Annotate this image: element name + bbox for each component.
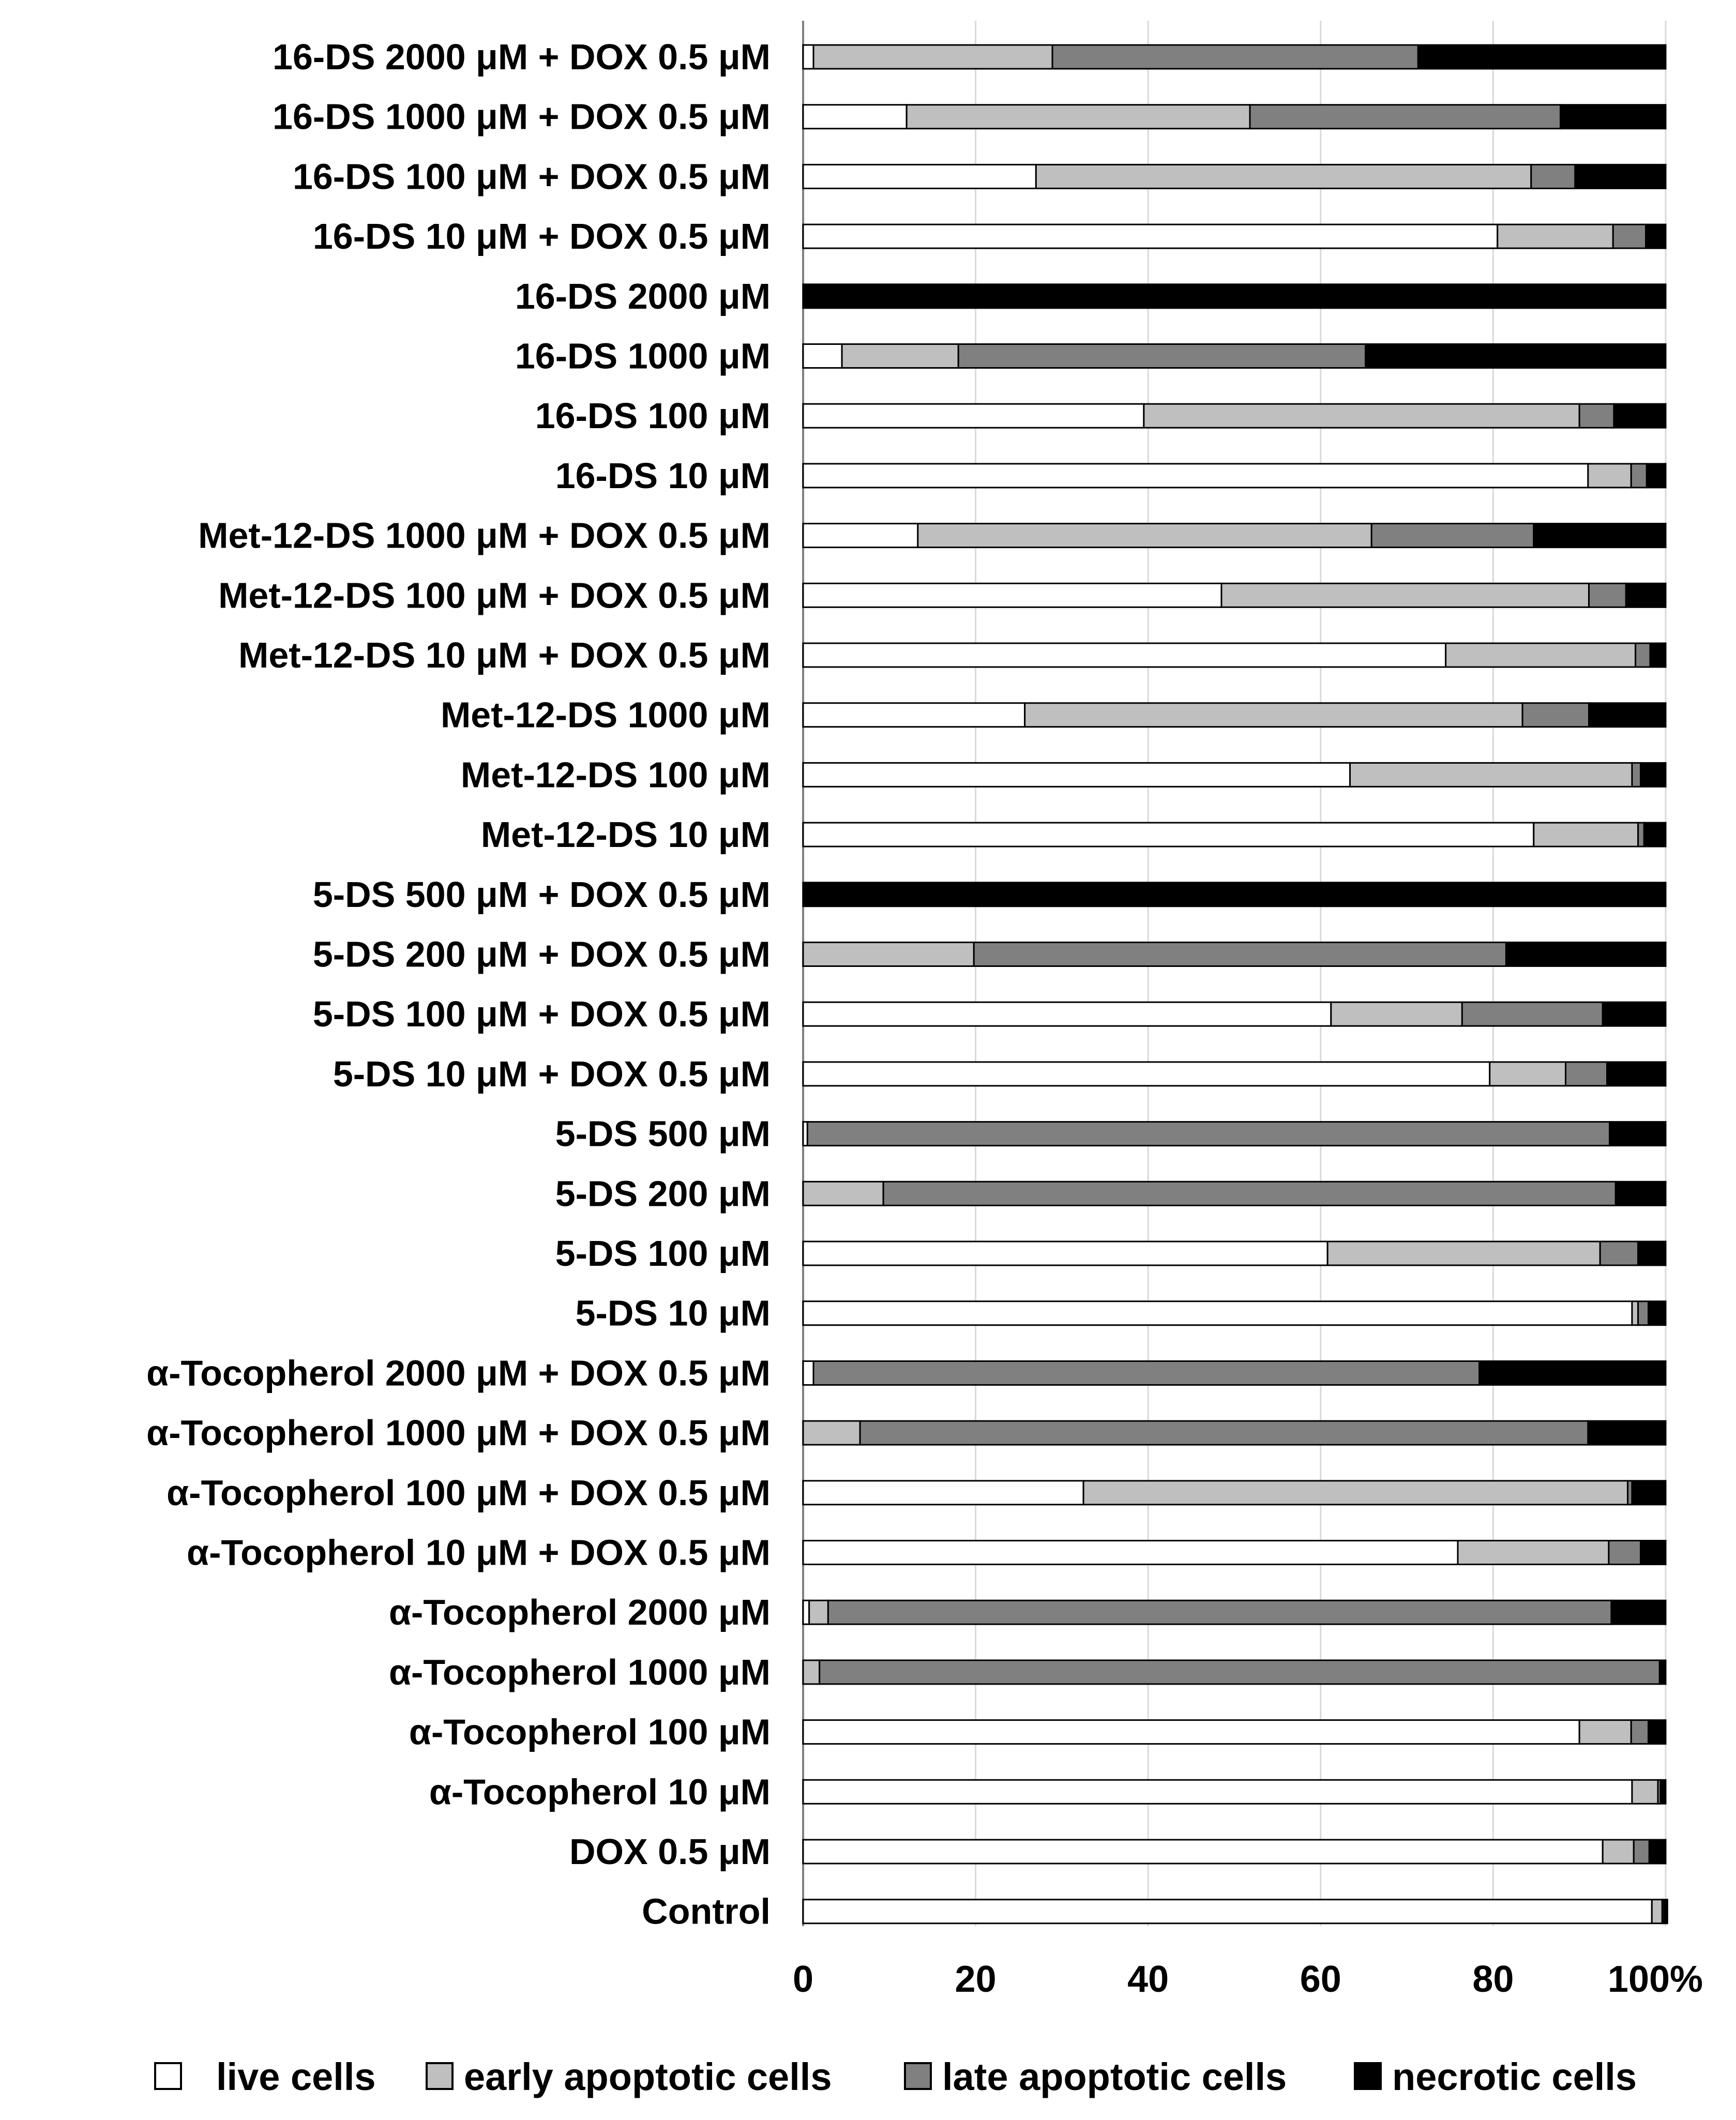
x-tick-label: 40	[1127, 1959, 1169, 2000]
bar-segment-necrotic-cells	[1616, 1182, 1666, 1205]
bar-segment-necrotic-cells	[1561, 105, 1666, 129]
bar-segment-live-cells	[803, 1062, 1490, 1086]
bar-segment-necrotic-cells	[1603, 1002, 1666, 1026]
category-label: α-Tocopherol 2000 μM	[388, 1592, 771, 1633]
x-tick-label: 100%	[1607, 1959, 1703, 2000]
bar-segment-live-cells	[803, 404, 1144, 428]
x-tick-label: 80	[1472, 1959, 1514, 2000]
bar-segment-early-apoptotic-cells	[1498, 224, 1613, 248]
bar-segment-necrotic-cells	[1650, 643, 1666, 667]
bar-segment-late-apoptotic-cells	[1638, 1301, 1649, 1325]
bar-segment-necrotic-cells	[1638, 1241, 1666, 1265]
bar-segment-early-apoptotic-cells	[1025, 703, 1522, 727]
bar-segment-early-apoptotic-cells	[1632, 1301, 1638, 1325]
bar-segment-early-apoptotic-cells	[1083, 1481, 1628, 1505]
bar-segment-late-apoptotic-cells	[813, 1361, 1480, 1385]
bar-segment-early-apoptotic-cells	[1350, 763, 1632, 786]
bar-segment-late-apoptotic-cells	[1371, 524, 1534, 548]
bar-segment-late-apoptotic-cells	[1613, 224, 1646, 248]
bar-segment-necrotic-cells	[1607, 1062, 1666, 1086]
bar-segment-late-apoptotic-cells	[1636, 643, 1650, 667]
bar-segment-late-apoptotic-cells	[828, 1600, 1611, 1624]
bar-segment-early-apoptotic-cells	[842, 344, 958, 368]
bar-segment-necrotic-cells	[1664, 1900, 1668, 1924]
bar-segment-late-apoptotic-cells	[1632, 763, 1641, 786]
bar-segment-necrotic-cells	[1649, 1840, 1666, 1864]
bar-segment-late-apoptotic-cells	[1566, 1062, 1607, 1086]
bar-segment-early-apoptotic-cells	[1327, 1241, 1600, 1265]
bar-segment-late-apoptotic-cells	[1531, 164, 1575, 188]
bar-segment-late-apoptotic-cells	[1609, 1541, 1641, 1565]
bar-segment-necrotic-cells	[1418, 45, 1666, 69]
category-label: 5-DS 200 μM + DOX 0.5 μM	[312, 934, 771, 975]
bar-segment-early-apoptotic-cells	[803, 1660, 820, 1684]
bar-segment-necrotic-cells	[1660, 1780, 1666, 1804]
bar-segment-early-apoptotic-cells	[803, 1182, 883, 1205]
legend-label: live cells	[216, 2055, 376, 2098]
bar-segment-early-apoptotic-cells	[1144, 404, 1579, 428]
category-label: 16-DS 1000 μM	[515, 336, 771, 376]
category-label: α-Tocopherol 100 μM + DOX 0.5 μM	[167, 1472, 771, 1513]
bar-segment-early-apoptotic-cells	[1652, 1900, 1662, 1924]
bar-segment-necrotic-cells	[1659, 1660, 1666, 1684]
category-label: Met-12-DS 10 μM	[480, 814, 771, 855]
bar-segment-live-cells	[803, 1780, 1632, 1804]
bar-segment-early-apoptotic-cells	[813, 45, 1052, 69]
bar-segment-necrotic-cells	[1626, 583, 1666, 607]
category-label: Met-12-DS 1000 μM + DOX 0.5 μM	[198, 515, 771, 556]
bar-segment-late-apoptotic-cells	[974, 943, 1506, 966]
bar-segment-live-cells	[803, 583, 1221, 607]
bar-segment-live-cells	[803, 703, 1025, 727]
bar-segment-live-cells	[803, 224, 1498, 248]
category-label: α-Tocopherol 100 μM	[409, 1712, 771, 1752]
bar-segment-early-apoptotic-cells	[1036, 164, 1531, 188]
bar-segment-necrotic-cells	[1534, 524, 1666, 548]
bar-segment-live-cells	[803, 1481, 1083, 1505]
bar-segment-late-apoptotic-cells	[1631, 1720, 1648, 1744]
bar-segment-necrotic-cells	[1641, 763, 1666, 786]
bar-segment-late-apoptotic-cells	[1462, 1002, 1603, 1026]
bar-segment-early-apoptotic-cells	[1632, 1780, 1658, 1804]
bar-segment-necrotic-cells	[1632, 1481, 1666, 1505]
bar-segment-late-apoptotic-cells	[1600, 1241, 1638, 1265]
legend-swatch	[1355, 2063, 1381, 2089]
category-label: Met-12-DS 10 μM + DOX 0.5 μM	[238, 635, 771, 675]
category-label: 5-DS 10 μM	[575, 1293, 771, 1334]
bar-segment-live-cells	[803, 1541, 1458, 1565]
bar-segment-necrotic-cells	[1610, 1122, 1666, 1146]
legend-swatch	[427, 2063, 452, 2089]
bar-segment-early-apoptotic-cells	[1331, 1002, 1462, 1026]
bar-segment-live-cells	[803, 1241, 1327, 1265]
bar-segment-necrotic-cells	[1506, 943, 1666, 966]
legend	[155, 2055, 1637, 2098]
bar-segment-live-cells	[803, 1002, 1331, 1026]
category-label: 16-DS 100 μM	[535, 396, 771, 436]
bar-segment-live-cells	[803, 45, 813, 69]
category-label: α-Tocopherol 1000 μM + DOX 0.5 μM	[146, 1413, 771, 1453]
bar-segment-late-apoptotic-cells	[883, 1182, 1616, 1205]
category-label: 16-DS 2000 μM + DOX 0.5 μM	[273, 37, 771, 77]
bar-segment-live-cells	[803, 524, 918, 548]
bar-segment-late-apoptotic-cells	[1634, 1840, 1649, 1864]
bar-segment-necrotic-cells	[1480, 1361, 1666, 1385]
bar-segment-necrotic-cells	[1641, 1541, 1666, 1565]
bar-segment-late-apoptotic-cells	[958, 344, 1365, 368]
bar-segment-late-apoptotic-cells	[1052, 45, 1418, 69]
legend-label: late apoptotic cells	[942, 2055, 1287, 2098]
bar-segment-live-cells	[803, 344, 842, 368]
bar-segment-necrotic-cells	[1366, 344, 1666, 368]
bar-segment-late-apoptotic-cells	[1522, 703, 1589, 727]
bar-segment-necrotic-cells	[1588, 1421, 1666, 1445]
bar-segment-live-cells	[803, 1900, 1652, 1924]
bar-segment-necrotic-cells	[1646, 224, 1666, 248]
category-label: 5-DS 500 μM + DOX 0.5 μM	[312, 874, 771, 915]
bar-segment-late-apoptotic-cells	[1579, 404, 1614, 428]
bar-segment-live-cells	[803, 105, 907, 129]
category-label: 5-DS 100 μM + DOX 0.5 μM	[312, 994, 771, 1035]
x-tick-label: 0	[792, 1959, 814, 2000]
bar-segment-early-apoptotic-cells	[809, 1600, 828, 1624]
bar-segment-necrotic-cells	[1649, 1301, 1666, 1325]
bar-segment-early-apoptotic-cells	[1588, 464, 1631, 488]
category-label: α-Tocopherol 10 μM + DOX 0.5 μM	[187, 1532, 771, 1573]
bar-segment-live-cells	[803, 1301, 1632, 1325]
category-label: Met-12-DS 1000 μM	[440, 694, 771, 735]
bar-segment-live-cells	[803, 1720, 1579, 1744]
category-label: α-Tocopherol 2000 μM + DOX 0.5 μM	[146, 1353, 771, 1394]
bar-segment-live-cells	[803, 823, 1534, 846]
bar-segment-necrotic-cells	[1611, 1600, 1666, 1624]
bar-segment-early-apoptotic-cells	[803, 943, 974, 966]
bar-segment-live-cells	[803, 1361, 813, 1385]
bar-segment-necrotic-cells	[803, 883, 1666, 906]
legend-label: early apoptotic cells	[464, 2055, 832, 2098]
bar-segment-necrotic-cells	[1575, 164, 1666, 188]
bar-segment-early-apoptotic-cells	[918, 524, 1371, 548]
bar-segment-live-cells	[803, 164, 1036, 188]
bar-segment-live-cells	[803, 1840, 1603, 1864]
legend-swatch	[155, 2063, 181, 2089]
bar-segment-early-apoptotic-cells	[1490, 1062, 1566, 1086]
bar-segment-late-apoptotic-cells	[860, 1421, 1588, 1445]
category-labels	[146, 37, 771, 1932]
bar-segment-necrotic-cells	[803, 284, 1666, 308]
bar-segment-early-apoptotic-cells	[1446, 643, 1636, 667]
category-label: 16-DS 10 μM	[555, 455, 771, 496]
bar-segment-early-apoptotic-cells	[1603, 1840, 1634, 1864]
category-label: Met-12-DS 100 μM	[460, 754, 771, 795]
category-label: α-Tocopherol 1000 μM	[388, 1652, 771, 1692]
category-label: 16-DS 2000 μM	[515, 276, 771, 316]
category-label: 5-DS 100 μM	[555, 1233, 771, 1274]
bar-segment-early-apoptotic-cells	[907, 105, 1250, 129]
bar-segment-late-apoptotic-cells	[1250, 105, 1560, 129]
bar-segment-late-apoptotic-cells	[820, 1660, 1660, 1684]
bar-segment-early-apoptotic-cells	[1458, 1541, 1609, 1565]
category-label: Control	[642, 1891, 771, 1932]
bar-segment-live-cells	[803, 763, 1350, 786]
bar-segment-necrotic-cells	[1647, 464, 1666, 488]
bar-segment-early-apoptotic-cells	[1534, 823, 1638, 846]
legend-label: necrotic cells	[1392, 2055, 1637, 2098]
bar-segment-early-apoptotic-cells	[803, 1421, 860, 1445]
category-label: 5-DS 500 μM	[555, 1113, 771, 1154]
category-label: DOX 0.5 μM	[569, 1831, 771, 1872]
category-label: 5-DS 200 μM	[555, 1173, 771, 1214]
bar-segment-necrotic-cells	[1614, 404, 1666, 428]
legend-swatch	[905, 2063, 931, 2089]
category-label: Met-12-DS 100 μM + DOX 0.5 μM	[218, 575, 771, 616]
bar-segment-live-cells	[803, 464, 1588, 488]
bar-segment-live-cells	[803, 1600, 809, 1624]
category-label: 16-DS 1000 μM + DOX 0.5 μM	[273, 96, 771, 137]
category-label: 16-DS 100 μM + DOX 0.5 μM	[292, 156, 771, 197]
bar-segment-necrotic-cells	[1644, 823, 1666, 846]
bar-segment-necrotic-cells	[1589, 703, 1666, 727]
bar-segment-necrotic-cells	[1649, 1720, 1666, 1744]
bar-segment-late-apoptotic-cells	[1631, 464, 1647, 488]
bar-segment-live-cells	[803, 643, 1446, 667]
bar-segment-early-apoptotic-cells	[1579, 1720, 1631, 1744]
category-label: 5-DS 10 μM + DOX 0.5 μM	[333, 1053, 771, 1094]
bar-segment-late-apoptotic-cells	[807, 1122, 1609, 1146]
bars	[803, 45, 1667, 1924]
category-label: 16-DS 10 μM + DOX 0.5 μM	[312, 216, 771, 257]
category-label: α-Tocopherol 10 μM	[429, 1771, 771, 1812]
bar-segment-late-apoptotic-cells	[1589, 583, 1626, 607]
bar-segment-early-apoptotic-cells	[1221, 583, 1589, 607]
x-axis-tick-labels	[793, 1959, 1703, 2000]
x-tick-label: 60	[1300, 1959, 1341, 2000]
x-tick-label: 20	[955, 1959, 997, 2000]
bar-segment-late-apoptotic-cells	[1638, 823, 1644, 846]
